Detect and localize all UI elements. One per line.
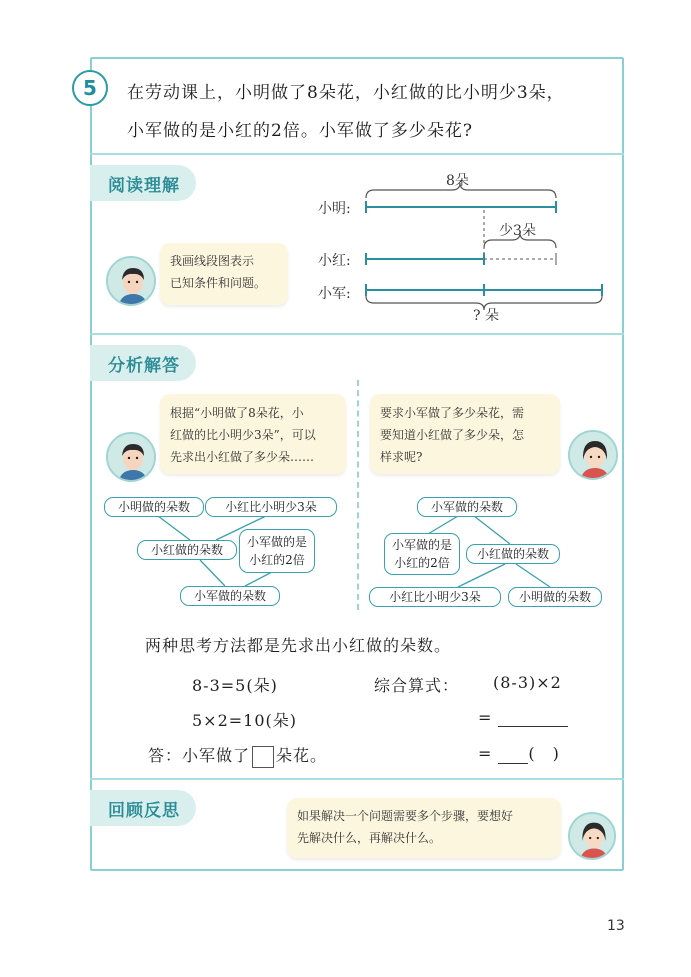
equals-sign: = (478, 744, 493, 763)
answer-line (148, 743, 327, 768)
problem-text-line2: 小军做的是小红的2倍。小军做了多少朵花? (127, 121, 473, 141)
tree-node: 小红做的朵数 (466, 544, 560, 564)
step1: 8-3=5(朵) (192, 676, 278, 695)
bubble-text: 红做的比小明少3朵”，可以 (170, 428, 316, 442)
bubble-text: 先求出小红做了多少朵…… (170, 450, 315, 464)
tree-node: 小明做的朵数 (104, 497, 204, 517)
review-speech-bubble (287, 798, 561, 858)
tree-node: 小明做的朵数 (508, 587, 602, 607)
answer-prefix: 答：小军做了 (148, 746, 251, 765)
eq-line2 (478, 741, 560, 764)
answer-box[interactable] (252, 746, 274, 768)
diagram-label-xiaoming: 小明: (318, 201, 351, 217)
summary-text: 两种思考方法都是先求出小红做的朵数。 (145, 636, 452, 655)
bubble-text: 要知道小红做了多少朵，怎 (380, 428, 525, 442)
page-number: 13 (607, 918, 625, 934)
tree-node (239, 529, 315, 573)
bubble-text: 已知条件和问题。 (170, 276, 267, 290)
tree-node-text: 小红的2倍 (394, 556, 450, 570)
diagram-top-label: 8朵 (446, 173, 469, 189)
bubble-text: 要求小军做了多少朵花，需 (380, 406, 525, 420)
bubble-text: 根据“小明做了8朵花，小 (170, 406, 304, 420)
tree-node-text: 小军做的是 (391, 538, 452, 552)
problem-number: 5 (72, 70, 108, 106)
bubble-text: 样求呢? (380, 450, 423, 464)
tree-node: 小红比小明少3朵 (369, 587, 501, 607)
blank-field[interactable] (498, 746, 528, 764)
girl-avatar (568, 812, 616, 860)
step2: 5×2=10(朵) (192, 711, 298, 730)
bubble-text: 我画线段图表示 (170, 254, 255, 268)
diagram-question-label: ? 朵 (473, 308, 499, 324)
tree-node: 小红做的朵数 (137, 540, 237, 560)
problem-text-line1: 在劳动课上，小明做了8朵花，小红做的比小明少3朵， (127, 83, 565, 103)
combined-expression: (8-3)×2 (493, 673, 562, 692)
section-tag-review: 回顾反思 (90, 790, 196, 826)
diagram-label-xiaohong: 小红: (318, 253, 351, 269)
eq-line1 (478, 708, 568, 727)
tree-node (384, 533, 460, 575)
section-tag-analysis: 分析解答 (90, 345, 196, 381)
tree-node-text: 小红的2倍 (249, 553, 305, 567)
tree-node: 小红比小明少3朵 (205, 497, 337, 517)
tree-node: 小军做的朵数 (180, 586, 280, 606)
answer-suffix: 朵花。 (276, 746, 328, 765)
diagram-less-label: 少3朵 (499, 223, 536, 239)
equals-sign: = (478, 708, 493, 727)
diagram-label-xiaojun: 小军: (318, 286, 351, 302)
tree-node-text: 小军做的是 (246, 535, 307, 549)
tree-node: 小军做的朵数 (417, 497, 517, 517)
bubble-text: 如果解决一个问题需要多个步骤，要想好 (297, 809, 514, 823)
bubble-text: 先解决什么，再解决什么。 (297, 831, 442, 845)
unit-paren: ( ) (528, 744, 560, 763)
section-tag-reading: 阅读理解 (90, 165, 196, 201)
combined-label: 综合算式： (374, 676, 460, 695)
blank-field[interactable] (498, 709, 568, 727)
